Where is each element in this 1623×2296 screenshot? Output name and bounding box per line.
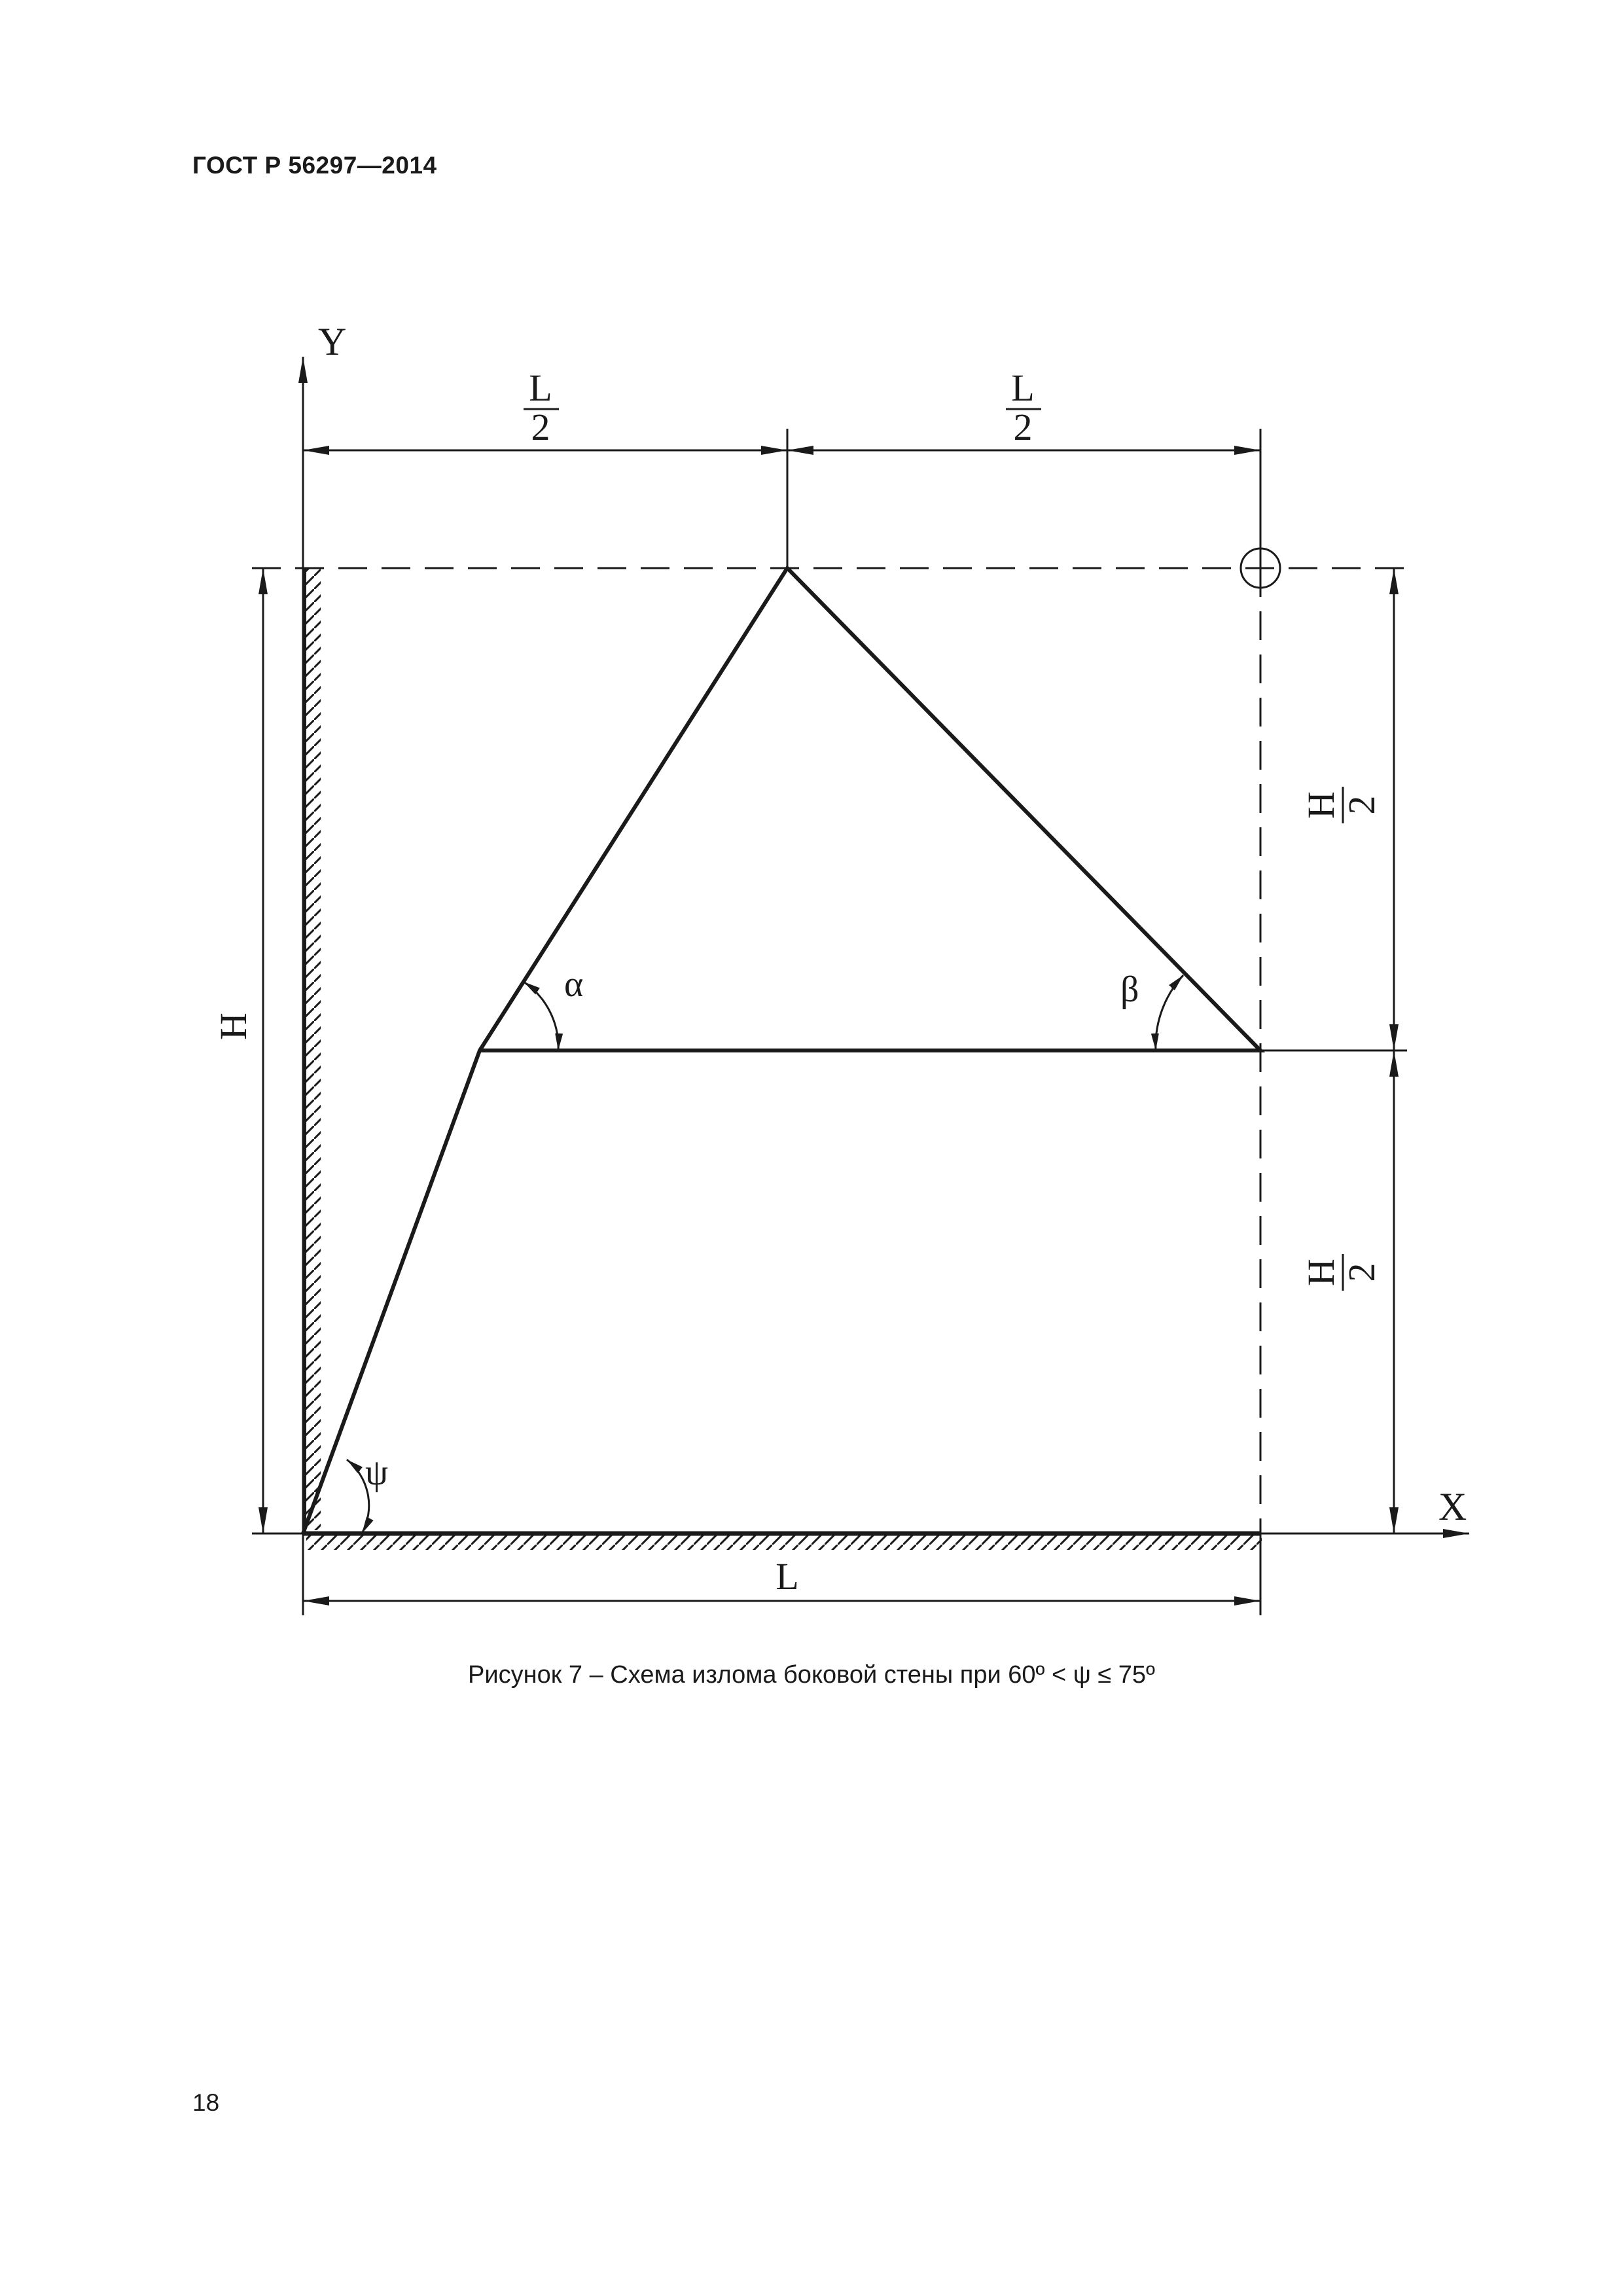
dim-length-label: L (776, 1555, 799, 1598)
y-axis-label: Y (318, 320, 347, 363)
dim-right-lower-numerator: H (1300, 1259, 1342, 1286)
angle-alpha-arc (524, 982, 558, 1050)
angle-beta-arc (1156, 975, 1183, 1050)
dim-top-left-numerator: L (529, 367, 552, 409)
dim-right-upper-denominator: 2 (1340, 795, 1383, 815)
wall-hatching (306, 568, 321, 1530)
figure-caption: Рисунок 7 – Схема излома боковой стены при 60º < ψ ≤ 75º (468, 1661, 1155, 1689)
document-header: ГОСТ Р 56297—2014 (192, 152, 437, 179)
ground-hatching (306, 1535, 1262, 1550)
angle-psi-label: ψ (365, 1452, 389, 1493)
page-number: 18 (192, 2089, 220, 2116)
dim-height-label: H (212, 1013, 255, 1040)
fracture-line (303, 568, 1260, 1534)
dim-top-right-denominator: 2 (1013, 406, 1033, 448)
dim-top-right-numerator: L (1011, 367, 1035, 409)
dim-top-left-denominator: 2 (531, 406, 550, 448)
dim-right-lower-denominator: 2 (1340, 1263, 1383, 1282)
x-axis-label: X (1438, 1485, 1467, 1528)
angle-alpha-label: α (564, 964, 584, 1005)
angle-beta-label: β (1120, 969, 1139, 1010)
dim-right-upper-numerator: H (1300, 791, 1342, 819)
